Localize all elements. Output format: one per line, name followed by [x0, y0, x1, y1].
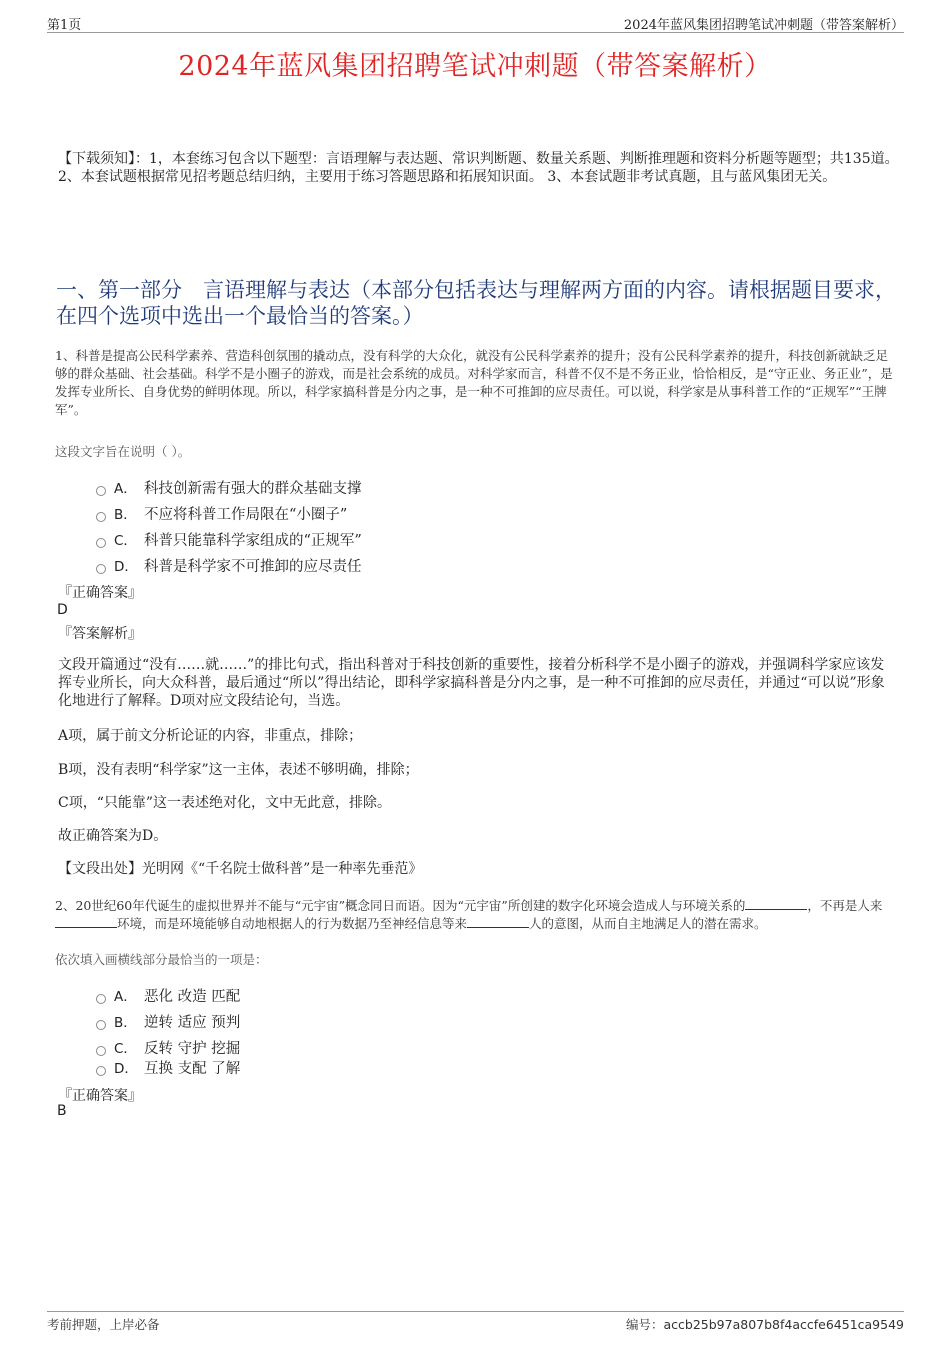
- radio-icon[interactable]: [96, 1046, 106, 1056]
- radio-icon[interactable]: [96, 1020, 106, 1030]
- question-2-text: 2、20世纪60年代诞生的虚拟世界并不能与“元宇宙”概念同日而语。因为“元宇宙”所创建的数字化环境会造成人与环境关系的 ，不再是人来环境，而是环境能够自动地根据人的行为数据乃至神经信息等来 人的意图，从而自主地满足人的潜在需求。: [55, 898, 883, 931]
- analysis-paragraph: B项，没有表明“科学家”这一主体，表述不够明确，排除；: [58, 762, 419, 778]
- question-2-prompt: 依次填入画横线部分最恰当的一项是：: [55, 952, 268, 967]
- radio-icon[interactable]: [96, 1066, 106, 1076]
- question-1-answer-label: 『正确答案』: [58, 585, 142, 601]
- radio-icon[interactable]: [96, 486, 106, 496]
- question-2-option-c[interactable]: C． 反转 守护 挖掘: [96, 1037, 240, 1055]
- header-doc-title: 2024年蓝风集团招聘笔试冲刺题（带答案解析）: [623, 18, 904, 33]
- radio-icon[interactable]: [96, 564, 106, 574]
- question-1-text: 1、科普是提高公民科学素养、营造科创氛围的撬动点，没有科学的大众化，就没有公民科学素养的提升；没有公民科学素养的提升，科技创新就缺乏足够的群众基础、社会基础。科学不是小圈子的游戏，而是社会系统的成员。对科学家而言，科普不仅不是不务正业，恰恰相反，是“守正业、务正业”，是发挥专业所长、自身优势的鲜明体现。所以，科学家搞科普是分内之事，是一种不可推卸的应尽责任。可以说，科学家是从事科普工作的“正规军”“王牌军”。: [55, 348, 893, 417]
- question-1-prompt: 这段文字旨在说明（ ）。: [55, 444, 191, 459]
- fill-blank: [745, 897, 807, 910]
- question-2-option-b[interactable]: B． 逆转 适应 预判: [96, 1011, 240, 1029]
- question-2-option-a[interactable]: A． 恶化 改造 匹配: [96, 985, 240, 1003]
- question-1-option-c[interactable]: C． 科普只能靠科学家组成的“正规军”: [96, 529, 362, 547]
- footer-slogan: 考前押题，上岸必备: [47, 1317, 160, 1332]
- radio-icon[interactable]: [96, 994, 106, 1004]
- fill-blank: [55, 915, 117, 928]
- analysis-paragraph: C项，“只能靠”这一表述绝对化，文中无此意，排除。: [58, 795, 392, 811]
- radio-icon[interactable]: [96, 538, 106, 548]
- question-2-answer-label: 『正确答案』: [58, 1088, 142, 1104]
- fill-blank: [467, 915, 529, 928]
- question-1-option-d[interactable]: D． 科普是科学家不可推卸的应尽责任: [96, 555, 362, 573]
- analysis-paragraph: 故正确答案为D。: [58, 828, 168, 844]
- analysis-paragraph: A项，属于前文分析论证的内容，非重点，排除；: [58, 728, 363, 744]
- question-1-analysis-label: 『答案解析』: [58, 626, 142, 642]
- question-1-option-b[interactable]: B． 不应将科普工作局限在“小圈子”: [96, 503, 347, 521]
- page-footer: [47, 1311, 904, 1332]
- footer-code: 编号：accb25b97a807b8f4accfe6451ca9549: [625, 1317, 904, 1332]
- source-citation: 【文段出处】光明网《“千名院士做科普”是一种率先垂范》: [58, 861, 423, 877]
- page-number: 第1页: [47, 18, 82, 33]
- analysis-paragraph: 文段开篇通过“没有……就……”的排比句式，指出科普对于科技创新的重要性，接着分析科学不是小圈子的游戏，并强调科学家应该发挥专业所长，向大众科普，最后通过“所以”得出结论，即科学家搞科普是分内之事，是一种不可推卸的应尽责任，并通过“可以说”形象化地进行了解释。D项对应文段结论句，当选。: [58, 657, 885, 709]
- page-header: [47, 14, 904, 33]
- section-heading: 一、第一部分 言语理解与表达（本部分包括表达与理解两方面的内容。请根据题目要求，在四个选项中选出一个最恰当的答案。）: [56, 278, 896, 328]
- question-1-answer: D: [57, 602, 68, 618]
- radio-icon[interactable]: [96, 512, 106, 522]
- download-notice: 【下载须知】：1，本套练习包含以下题型：言语理解与表达题、常识判断题、数量关系题、判断推理题和资料分析题等题型；共135道。 2、本套试题根据常见招考题总结归纳，主要用于练习答题思路和拓展知识面。 3、本套试题非考试真题，且与蓝风集团无关。: [58, 151, 899, 185]
- question-2-option-d[interactable]: D． 互换 支配 了解: [96, 1057, 240, 1075]
- question-1-option-a[interactable]: A． 科技创新需有强大的群众基础支撑: [96, 477, 362, 495]
- page-title: 2024年蓝风集团招聘笔试冲刺题（带答案解析）: [178, 51, 772, 82]
- question-2-answer: B: [57, 1103, 67, 1119]
